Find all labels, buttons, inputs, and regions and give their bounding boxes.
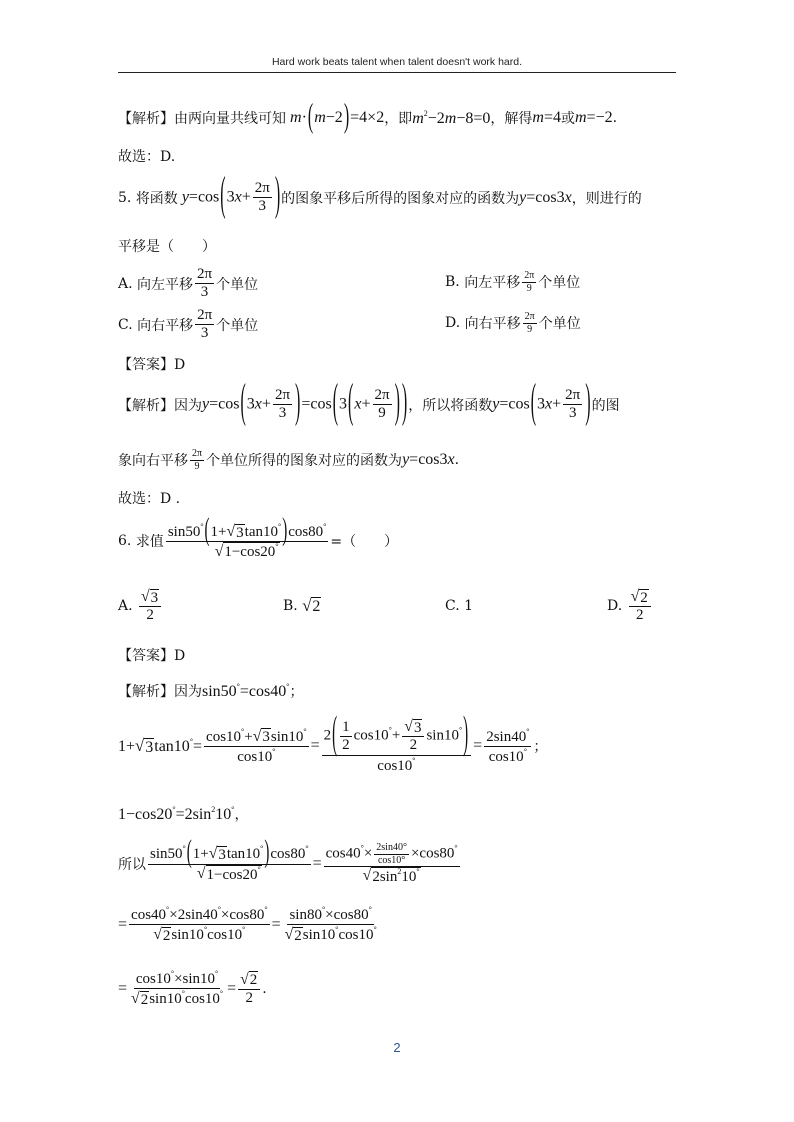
header-rule bbox=[118, 72, 676, 73]
analysis-label: 【解析】 bbox=[118, 684, 174, 700]
q4-analysis-line: 【解析】 由两向量共线可知 m·(m−2)=4×2 ，即 $m^2-2m-8=0$ ，解得 m=4 或 m=−2 . bbox=[118, 99, 618, 135]
q6-step-cos: $1-\cos 20^\circ=2\sin^210^\circ$ ， bbox=[118, 804, 249, 823]
q6-option-a: A. √ 3 2 bbox=[118, 588, 163, 625]
q6-step-tan: 1+ √ 3 tan10°= cos10°+ √ 3 sin10° cos10° = 2( $\frac{1}{2}$ cos10°+ √ 3 2 sin10°) cos10° = $\frac{2\sin 40^\circ}{\cos 10^\circ}$ ； bbox=[118, 710, 548, 774]
q6-analysis-line1: 【解析】 因为 sin50°=cos40° ； bbox=[118, 681, 304, 700]
q6-step-result: = cos10°×sin10° √ 2 sin10°cos10° = √ 2 2 . bbox=[118, 969, 267, 1008]
formula-target-function: y=cos3x bbox=[519, 188, 572, 206]
q5-option-b: B. 向左平移 $\frac{2\pi}{9}$ 个单位 bbox=[445, 270, 581, 294]
q5-stem-line1: 5. 将函数 y=cos(3x+ $\frac{2\pi}{3}$ ) 的图象平移后所得的图象对应的函数为 y=cos3x ，则进行的 bbox=[118, 170, 642, 222]
q6-step-substitute: 所以 sin50°(1+ √ 3 tan10°)cos80° √ 1−cos20° = cos40°× $\frac{2\sin 40^\circ}{\cos 10^\circ}$ ×cos80° √ $2\sin^210^\circ$ bbox=[118, 836, 458, 885]
question-number: 5. bbox=[118, 189, 132, 206]
q5-conclusion: 故选：D . bbox=[118, 491, 181, 507]
q6-step-simplify: = cos40°×2sin40°×cos80° √ 2 sin10°cos10° = sin80°×cos80° √ 2 sin10°cos10° bbox=[118, 905, 377, 944]
formula-quadratic: $m^2-2m-8=0$ bbox=[412, 108, 491, 127]
analysis-label: 【解析】 bbox=[118, 111, 174, 127]
formula-q6-expression: sin50°(1+ √ 3 tan10°)cos80° √ 1−cos20° bbox=[167, 514, 327, 561]
question-number: 6. bbox=[118, 533, 132, 550]
q6-option-c: C. 1 bbox=[445, 598, 474, 614]
page-header-motto: Hard work beats talent when talent doesn't work hard. bbox=[271, 56, 523, 68]
formula-rewrite: y=cos(3x+ $\frac{2\pi}{3}$ )=cos(3(x+ $\frac{2\pi}{9}$ ) ) bbox=[202, 377, 408, 429]
page-number: 2 bbox=[393, 1040, 401, 1055]
q5-answer: 【答案】D bbox=[118, 357, 186, 373]
q5-option-d: D. 向右平移 $\frac{2\pi}{9}$ 个单位 bbox=[445, 311, 581, 335]
formula-collinear: m·(m−2)=4×2 bbox=[290, 99, 385, 135]
q5-option-c: C. 向右平移 $\frac{2\pi}{3}$ 个单位 bbox=[118, 307, 259, 342]
q4-conclusion: 故选：D. bbox=[118, 149, 176, 165]
analysis-label: 【解析】 bbox=[118, 397, 174, 414]
q5-analysis-line2: 象向右平移 $\frac{2\pi}{9}$ 个单位所得的图象对应的函数为 y=cos3x . bbox=[118, 448, 460, 472]
q5-option-a: A. 向左平移 $\frac{2\pi}{3}$ 个单位 bbox=[118, 266, 259, 301]
q5-stem-line2: 平移是（ ） bbox=[118, 239, 216, 255]
q6-answer: 【答案】D bbox=[118, 648, 186, 664]
q6-stem: 6. 求值 sin50°(1+ √ 3 tan10°)cos80° √ 1−cos20° =（ ） bbox=[118, 514, 399, 561]
q5-analysis-line1: 【解析】 因为 y=cos(3x+ $\frac{2\pi}{3}$ )=cos(3(x+ $\frac{2\pi}{9}$ ) ) ，所以将函数 y=cos(3x+ $\frac{2\pi}{3}$ ) 的图 bbox=[118, 377, 620, 429]
q6-option-b: B. √ 2 bbox=[283, 596, 321, 616]
q6-option-d: D. √ 2 2 bbox=[607, 588, 653, 625]
formula-original-function: y=cos(3x+ $\frac{2\pi}{3}$ ) bbox=[181, 170, 281, 222]
